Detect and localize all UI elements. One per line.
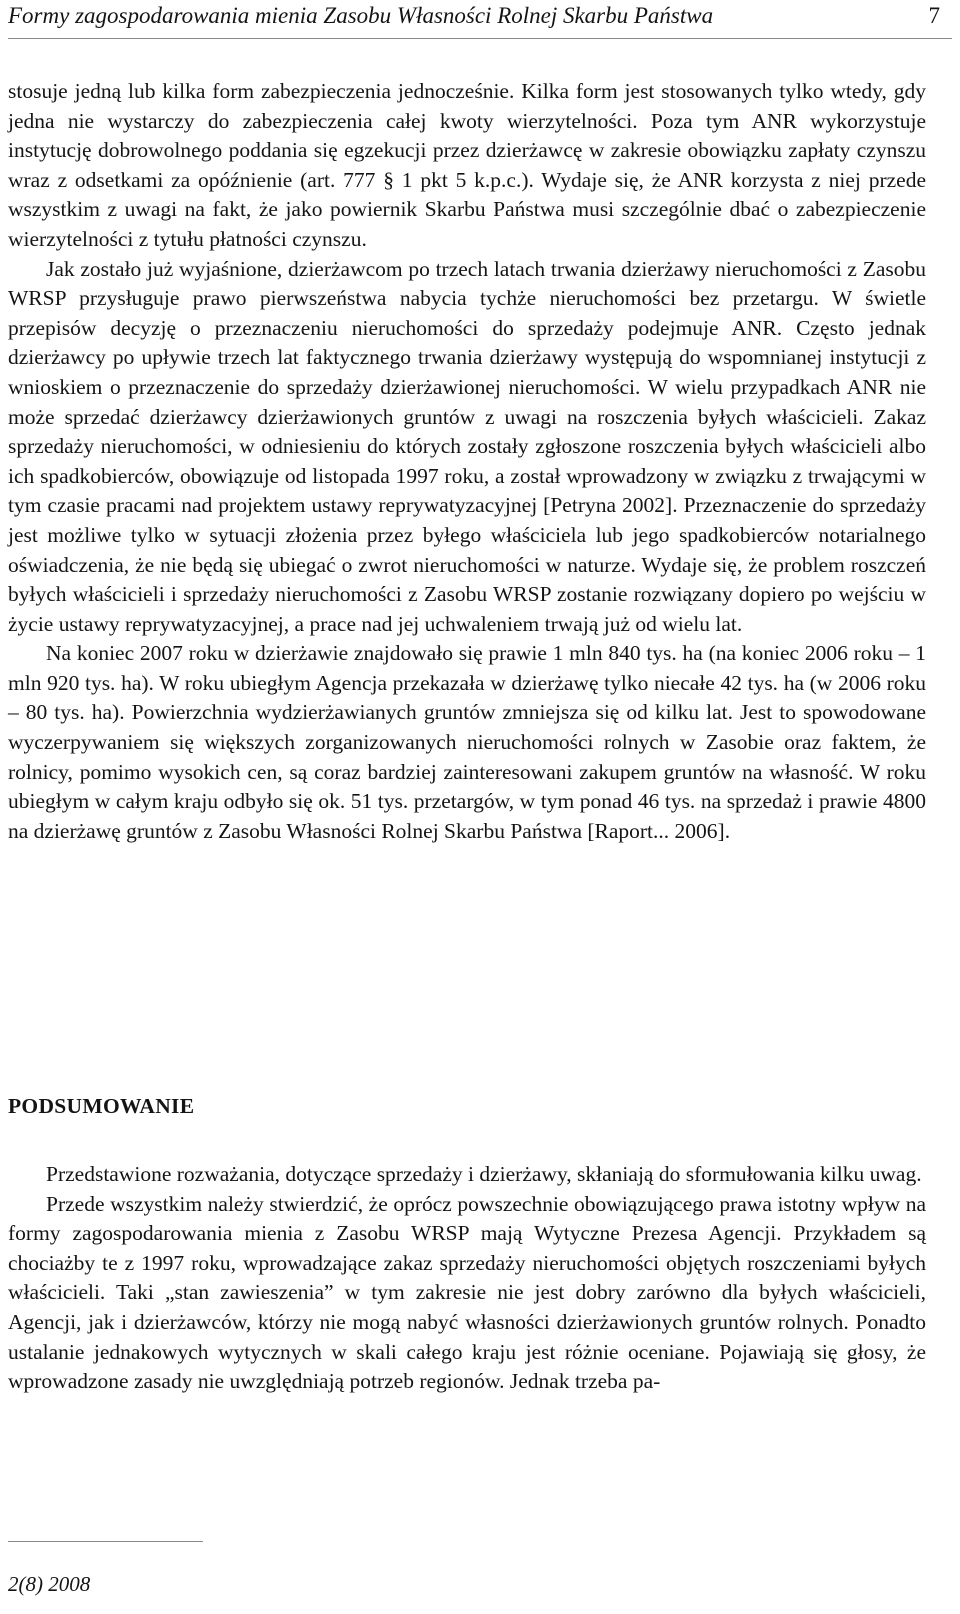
running-header-title: Formy zagospodarowania mienia Zasobu Własności Rolnej Skarbu Państwa — [8, 3, 714, 28]
paragraph: Jak zostało już wyjaśnione, dzierżawcom po trzech latach trwania dzierżawy nieruchomości z Zasobu WRSP przysługuje prawo pierwszeństwa nabycia tychże nieruchomości bez przetargu. W świetle przepisów decyzję o przeznaczeniu nieruchomości do sprzedaży podejmuje ANR. Często jednak dzierżawcy po upływie trzech lat faktycznego trwania dzierżawy występują do wspomnianej instytucji z wnioskiem o przeznaczenie do sprzedaży dzierżawionej nieruchomości. W wielu przypadkach ANR nie może sprzedać dzierżawcy dzierżawionych gruntów z uwagi na roszczenia byłych właścicieli. Zakaz sprzedaży nieruchomości, w odniesieniu do których zostały zgłoszone roszczenia byłych właścicieli albo ich spadkobierców, obowiązuje od listopada 1997 roku, a został wprowadzony w związku z trwającymi w tym czasie pracami nad projektem ustawy reprywatyzacyjnej [Petryna 2002]. Przeznaczenie do sprzedaży jest możliwe tylko w sytuacji złożenia przez byłego właściciela lub jego spadkobierców notarialnego oświadczenia, że nie będą się ubiegać o zwrot nieruchomości w naturze. Wydaje się, że problem roszczeń byłych właścicieli i sprzedaży nieruchomości z Zasobu WRSP zostanie rozwiązany dopiero po wejściu w życie ustawy reprywatyzacyjnej, a prace nad jej uchwaleniem trwają już od wielu lat. — [8, 256, 926, 636]
paragraph-continued: stosuje jedną lub kilka form zabezpieczenia jednocześnie. Kilka form jest stosowanych tylko wtedy, gdy jedna nie wystarczy do zabezpieczenia całej kwoty wierzytelności. Poza tym ANR wykorzystuje instytucję dobrowolnego poddania się egzekucji przez dzierżawcę w zakresie obowiązku zapłaty czynszu wraz z odsetkami za opóźnienie (art. 777 § 1 pkt 5 k.p.c.). Wydaje się, że ANR korzysta z niej przede wszystkim z uwagi na fakt, że jako powiernik Skarbu Państwa musi szczególnie dbać o zabezpieczenie wierzytelności z tytułu płatności czynszu. — [8, 79, 926, 251]
paragraph: Przedstawione rozważania, dotyczące sprzedaży i dzierżawy, skłaniają do sformułowania kilku uwag. — [46, 1162, 922, 1186]
main-text — [8, 77, 926, 846]
summary-text — [8, 1160, 926, 1397]
page-number: 7 — [928, 3, 940, 28]
journal-issue: 2(8) 2008 — [8, 1572, 91, 1596]
footer-rule — [8, 1541, 203, 1542]
running-header — [8, 0, 952, 39]
section-heading: PODSUMOWANIE — [8, 1094, 195, 1118]
paragraph: Przede wszystkim należy stwierdzić, że oprócz powszechnie obowiązującego prawa istotny wpływ na formy zagospodarowania mienia z Zasobu WRSP mają Wytyczne Prezesa Agencji. Przykładem są chociażby te z 1997 roku, wprowadzające zakaz sprzedaży nieruchomości objętych roszczeniami byłych właścicieli. Taki „stan zawieszenia” w tym zakresie nie jest dobry zarówno dla byłych właścicieli, Agencji, jak i dzierżawców, którzy nie mogą nabyć własności dzierżawionych gruntów rolnych. Ponadto ustalanie jednakowych wytycznych w skali całego kraju jest różnie oceniane. Pojawiają się głosy, że wprowadzone zasady nie uwzględniają potrzeb regionów. Jednak trzeba pa- — [8, 1191, 926, 1394]
paragraph: Na koniec 2007 roku w dzierżawie znajdowało się prawie 1 mln 840 tys. ha (na koniec 2006 roku – 1 mln 920 tys. ha). W roku ubiegłym Agencja przekazała w dzierżawę tylko niecałe 42 tys. ha (w 2006 roku – 80 tys. ha). Powierzchnia wydzierżawianych gruntów zmniejsza się od kilku lat. Jest to spowodowane wyczerpywaniem się większych zorganizowanych nieruchomości rolnych w Zasobie oraz faktem, że rolnicy, pomimo wysokich cen, są coraz bardziej zainteresowani zakupem gruntów na własność. W roku ubiegłym w całym kraju odbyło się ok. 51 tys. przetargów, w tym ponad 46 tys. na sprzedaż i prawie 4800 na dzierżawę gruntów z Zasobu Własności Rolnej Skarbu Państwa [Raport... 2006]. — [8, 641, 926, 843]
